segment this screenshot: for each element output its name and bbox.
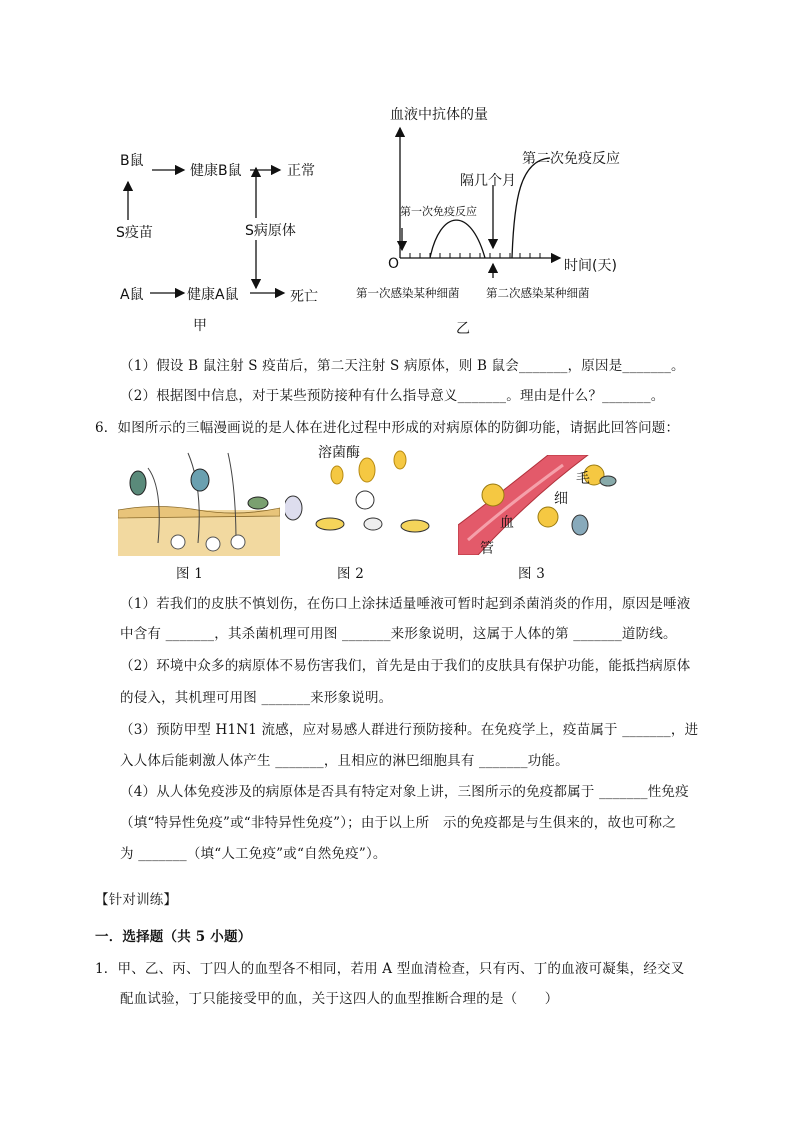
figure-2-lysozyme	[285, 440, 445, 556]
fig2-caption: 图 2	[337, 566, 364, 582]
fig3-label-guan: 管	[480, 541, 494, 557]
capillary-inner	[468, 465, 563, 540]
white-cell-1	[482, 484, 504, 506]
fig3-caption: 图 3	[518, 566, 545, 582]
label-healthy-b: 健康B鼠	[190, 163, 242, 179]
label-normal: 正常	[287, 163, 315, 179]
germ-2a	[285, 496, 302, 520]
training-header: 【针对训练】	[95, 892, 178, 908]
drop-2	[394, 451, 406, 469]
caption-yi: 乙	[456, 321, 470, 337]
label-first-response: 第一次免疫反应	[400, 205, 477, 218]
curve-first-response	[430, 220, 485, 258]
label-death: 死亡	[290, 289, 318, 305]
label-y-axis: 血液中抗体的量	[390, 107, 488, 123]
germ-3a	[600, 476, 616, 486]
label-origin: O	[388, 256, 400, 272]
fig1-caption: 图 1	[176, 566, 203, 582]
q6-part3-line2: 入人体后能刺激人体产生 _______，且相应的淋巴细胞具有 _______功能。	[120, 753, 569, 769]
germ-2e	[401, 520, 429, 532]
label-a-mouse: A鼠	[120, 287, 144, 303]
q5-part2: （2）根据图中信息，对于某些预防接种有什么指导意义_______。理由是什么？_______。	[120, 388, 665, 404]
training-q1-line2: 配血试验，丁只能接受甲的血，关于这四人的血型推断合理的是（ ）	[120, 991, 559, 1007]
q6-stem: 6．如图所示的三幅漫画说的是人体在进化过程中形成的对病原体的防御功能，请据此回答问题：	[95, 420, 680, 436]
q6-part1-line1: （1）若我们的皮肤不慎划伤，在伤口上涂抹适量唾液可暂时起到杀菌消炎的作用，原因是唾液	[120, 596, 691, 612]
fig2-label-lysozyme: 溶菌酶	[318, 445, 360, 461]
drop-1	[359, 458, 375, 482]
q6-part4-line1: （4）从人体免疫涉及的病原体是否具有特定对象上讲，三图所示的免疫都属于 _______性免疫	[120, 784, 689, 800]
hair-bulb-1	[171, 535, 185, 549]
training-q1-line1: 1．甲、乙、丙、丁四人的血型各不相同，若用 A 型血清检查，只有丙、丁的血液可凝集，经交叉	[95, 961, 685, 977]
fig3-label-xi: 细	[554, 491, 568, 507]
label-first-infection: 第一次感染某种细菌	[356, 286, 460, 300]
curve-second-response	[512, 158, 550, 258]
drop-3	[331, 466, 343, 484]
q6-part4-line3: 为 _______（填“人工免疫”或“自然免疫”）。	[120, 846, 387, 862]
training-section-title: 一．选择题（共 5 小题）	[95, 929, 252, 945]
figure-1-skin	[118, 448, 280, 556]
white-cell-2	[538, 507, 558, 527]
germ-2	[191, 469, 209, 491]
label-second-response: 第二次免疫反应	[522, 151, 620, 167]
fig3-label-xue: 血	[500, 515, 514, 531]
label-s-vaccine: S疫苗	[116, 225, 153, 241]
label-healthy-a: 健康A鼠	[187, 287, 239, 303]
q6-part2-line2: 的侵入，其机理可用图 _______来形象说明。	[120, 690, 393, 706]
hair-bulb-2	[206, 537, 220, 551]
germ-2b	[316, 518, 344, 530]
hair-bulb-3	[231, 535, 245, 549]
q6-part1-line2: 中含有 _______，其杀菌机理可用图 _______来形象说明，这属于人体的第 _______道防线。	[120, 626, 677, 642]
label-second-infection: 第二次感染某种细菌	[486, 286, 590, 300]
capillary-wall	[458, 455, 588, 555]
germ-1	[130, 471, 146, 495]
q5-part1: （1）假设 B 鼠注射 S 疫苗后，第二天注射 S 病原体，则 B 鼠会_______，原因是_______。	[120, 358, 685, 374]
germ-2d	[364, 518, 382, 530]
q6-part4-line2: （填“特异性免疫”或“非特异性免疫”）；由于以上所 示的免疫都是与生俱来的，故也可称之	[120, 815, 676, 831]
label-interval: 隔几个月	[460, 173, 516, 189]
q6-part2-line1: （2）环境中众多的病原体不易伤害我们，首先是由于我们的皮肤具有保护功能，能抵挡病原体	[120, 658, 691, 674]
label-s-pathogen: S病原体	[245, 223, 296, 239]
caption-jia: 甲	[193, 318, 207, 334]
q6-part3-line1: （3）预防甲型 H1N1 流感，应对易感人群进行预防接种。在免疫学上，疫苗属于 _______，进	[120, 722, 699, 738]
germ-3	[248, 497, 268, 509]
label-b-mouse: B鼠	[120, 153, 144, 169]
fig3-label-mao: 毛	[576, 471, 590, 487]
germ-3b	[572, 515, 588, 535]
germ-2c	[356, 491, 374, 509]
label-x-axis: 时间(天)	[564, 258, 617, 274]
